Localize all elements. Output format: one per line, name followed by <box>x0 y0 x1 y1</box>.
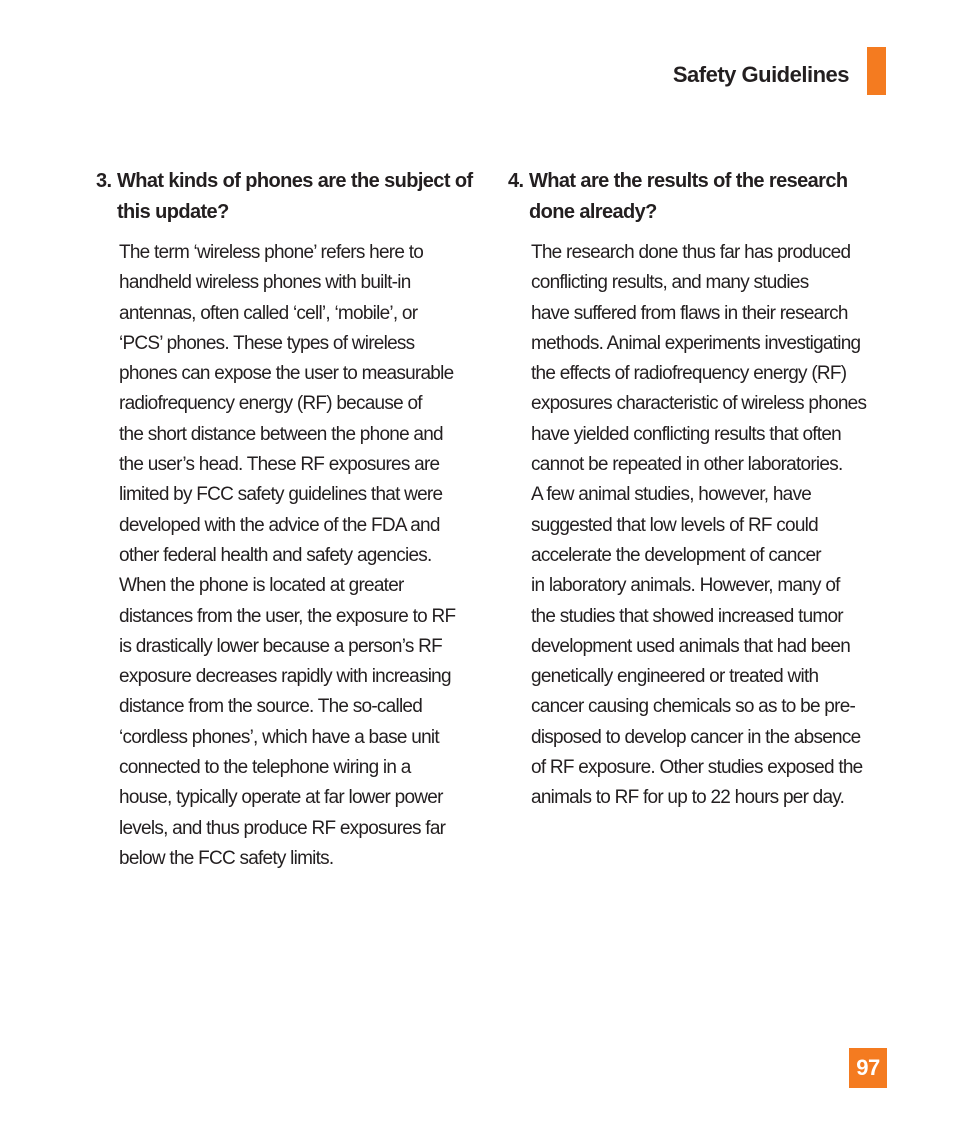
body-line: other federal health and safety agencies. <box>119 544 432 566</box>
page-header-title: Safety Guidelines <box>672 62 849 87</box>
body-line: the effects of radiofrequency energy (RF) <box>531 363 847 385</box>
heading-line: done already? <box>529 201 657 223</box>
heading-line: What kinds of phones are the subject of <box>117 170 473 192</box>
body-line: ‘PCS’ phones. These types of wireless <box>119 332 415 354</box>
heading-line: this update? <box>117 201 229 223</box>
section-4-body <box>531 238 893 814</box>
body-line: cancer causing chemicals so as to be pre- <box>531 696 856 718</box>
body-line: methods. Animal experiments investigating <box>531 332 861 354</box>
section-3-heading-text <box>117 166 481 228</box>
body-line: suggested that low levels of RF could <box>531 514 818 536</box>
section-3-number: 3. <box>96 170 112 192</box>
heading-line: What are the results of the research <box>529 170 848 192</box>
body-line: ‘cordless phones’, which have a base unit <box>119 726 439 748</box>
body-line: in laboratory animals. However, many of <box>531 575 840 597</box>
body-line: distances from the user, the exposure to RF <box>119 605 456 627</box>
body-line: developed with the advice of the FDA and <box>119 514 440 536</box>
section-3-body <box>119 238 481 874</box>
body-line: The research done thus far has produced <box>531 242 851 263</box>
body-line: below the FCC safety limits. <box>119 847 334 869</box>
body-line: cannot be repeated in other laboratories. <box>531 454 843 476</box>
body-line: connected to the telephone wiring in a <box>119 757 411 779</box>
body-line: of RF exposure. Other studies exposed the <box>531 757 863 779</box>
body-line: radiofrequency energy (RF) because of <box>119 393 422 415</box>
body-line: house, typically operate at far lower power <box>119 787 443 809</box>
body-line: the short distance between the phone and <box>119 423 443 445</box>
body-line: phones can expose the user to measurable <box>119 363 454 385</box>
body-line: exposure decreases rapidly with increasing <box>119 666 451 688</box>
section-3-heading <box>96 166 481 228</box>
body-line: distance from the source. The so-called <box>119 696 423 718</box>
section-4-heading-text <box>529 166 893 228</box>
section-4-heading <box>508 166 893 228</box>
page-number-badge: 97 <box>849 1048 887 1088</box>
body-line: conflicting results, and many studies <box>531 272 809 294</box>
body-line: is drastically lower because a person’s RF <box>119 635 442 657</box>
body-line: development used animals that had been <box>531 635 851 657</box>
section-4 <box>508 166 893 814</box>
body-line: genetically engineered or treated with <box>531 666 819 688</box>
body-line: levels, and thus produce RF exposures far <box>119 817 446 839</box>
body-line: animals to RF for up to 22 hours per day. <box>531 787 845 809</box>
body-line: A few animal studies, however, have <box>531 484 812 506</box>
body-line: limited by FCC safety guidelines that were <box>119 484 443 506</box>
body-line: disposed to develop cancer in the absence <box>531 726 861 748</box>
body-line: the user’s head. These RF exposures are <box>119 454 440 476</box>
section-3 <box>96 166 481 874</box>
header-accent-tab <box>867 47 886 95</box>
body-line: handheld wireless phones with built-in <box>119 272 411 294</box>
body-line: accelerate the development of cancer <box>531 544 821 566</box>
body-line: have yielded conflicting results that often <box>531 423 841 445</box>
body-line: the studies that showed increased tumor <box>531 605 843 627</box>
body-line: antennas, often called ‘cell’, ‘mobile’, or <box>119 302 418 324</box>
body-line: When the phone is located at greater <box>119 575 404 597</box>
section-4-number: 4. <box>508 170 524 192</box>
body-line: The term ‘wireless phone’ refers here to <box>119 242 424 263</box>
body-line: have suffered from flaws in their research <box>531 302 848 324</box>
body-line: exposures characteristic of wireless phones <box>531 393 867 415</box>
